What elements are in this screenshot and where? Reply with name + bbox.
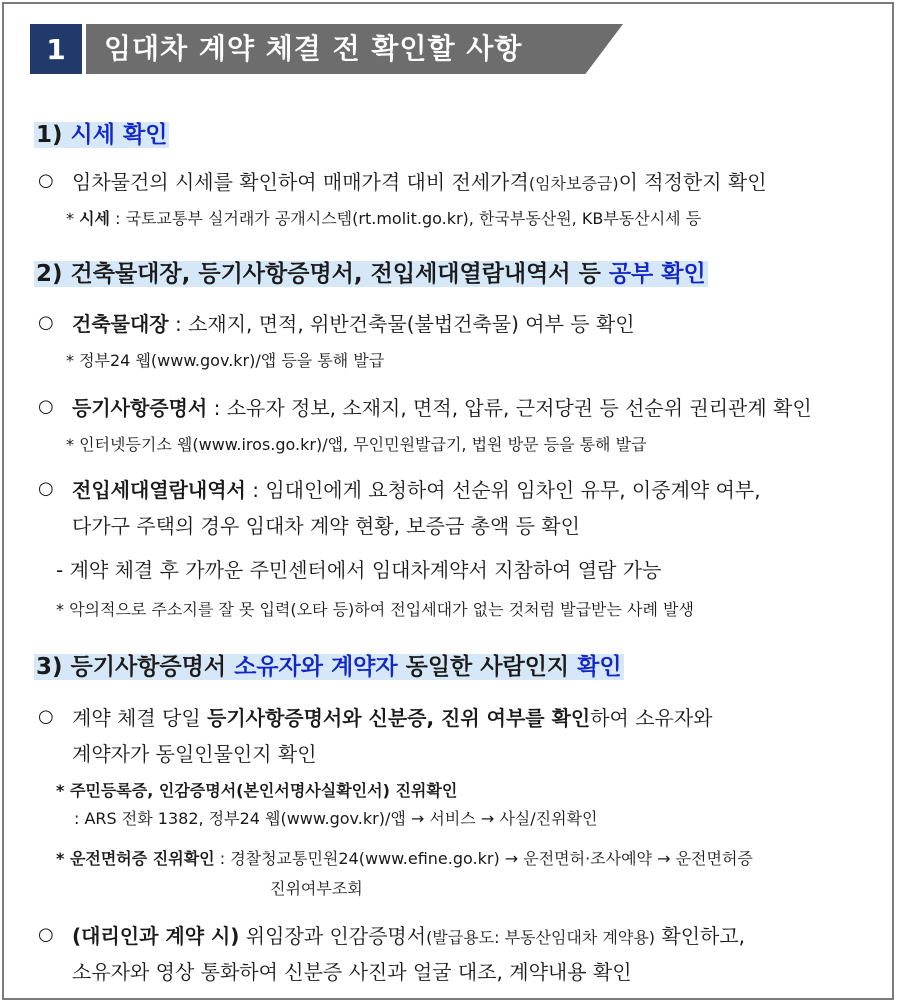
bullet-icon: ○	[38, 396, 54, 417]
s2-dash-note: - 계약 체결 후 가까운 주민센터에서 임대차계약서 지참하여 열람 가능	[56, 558, 662, 582]
s3-note-1-line2: : ARS 전화 1382, 정부24 웹(www.gov.kr)/앱 → 서비스 → 사실/진위확인	[74, 809, 598, 828]
subsection-1-heading: 1) 시세 확인	[36, 122, 168, 148]
s2-item-registry: 등기사항증명서 : 소유자 정보, 소재지, 면적, 압류, 근저당권 등 선순위 권리관계 확인	[72, 396, 812, 420]
s3-item-2-line2: 소유자와 영상 통화하여 신분증 사진과 얼굴 대조, 계약내용 확인	[72, 960, 632, 984]
s2-note-2: * 인터넷등기소 웹(www.iros.go.kr)/앱, 무인민원발급기, 법원 방문 등을 통해 발급	[66, 435, 647, 454]
bullet-icon: ○	[38, 924, 54, 945]
s3-item-2: (대리인과 계약 시) 위임장과 인감증명서(발급용도: 부동산임대차 계약용) 확인하고,	[72, 924, 746, 948]
subsection-2-heading: 2) 건축물대장, 등기사항증명서, 전입세대열람내역서 등 공부 확인	[36, 261, 706, 287]
s2-item-resident-list: 전입세대열람내역서 : 임대인에게 요청하여 선순위 임차인 유무, 이중계약 여부,	[72, 478, 761, 502]
s2-note-3: * 악의적으로 주소지를 잘 못 입력(오타 등)하여 전입세대가 없는 것처럼 발급받는 사례 발생	[56, 600, 694, 619]
s3-note-1-title: * 주민등록증, 인감증명서(본인서명사실확인서) 진위확인	[56, 781, 458, 800]
s1-item-1: 임차물건의 시세를 확인하여 매매가격 대비 전세가격(임차보증금)이 적정한지 확인	[72, 170, 767, 194]
s2-item-resident-list-line2: 다가구 주택의 경우 임대차 계약 현황, 보증금 총액 등 확인	[72, 514, 580, 538]
section-title: 임대차 계약 체결 전 확인할 사항	[104, 32, 523, 65]
s3-note-2: * 운전면허증 진위확인 : 경찰청교통민원24(www.efine.go.kr) → 운전면허·조사예약 → 운전면허증	[56, 849, 753, 868]
s3-note-2-line2: 진위여부조회	[270, 879, 363, 898]
s3-item-1: 계약 체결 당일 등기사항증명서와 신분증, 진위 여부를 확인하여 소유자와	[72, 706, 713, 730]
subsection-3-heading: 3) 등기사항증명서 소유자와 계약자 동일한 사람인지 확인	[36, 654, 622, 680]
bullet-icon: ○	[38, 478, 54, 499]
bullet-icon: ○	[38, 312, 54, 333]
bullet-icon: ○	[38, 170, 54, 191]
section-number-badge: 1	[30, 24, 82, 74]
s2-item-building-register: 건축물대장 : 소재지, 면적, 위반건축물(불법건축물) 여부 등 확인	[72, 312, 635, 336]
s2-note-1: * 정부24 웹(www.gov.kr)/앱 등을 통해 발급	[66, 351, 385, 370]
s3-item-1-line2: 계약자가 동일인물인지 확인	[72, 742, 317, 766]
bullet-icon: ○	[38, 706, 54, 727]
s1-note-1: * 시세 : 국토교통부 실거래가 공개시스템(rt.molit.go.kr), 한국부동산원, KB부동산시세 등	[66, 209, 702, 228]
